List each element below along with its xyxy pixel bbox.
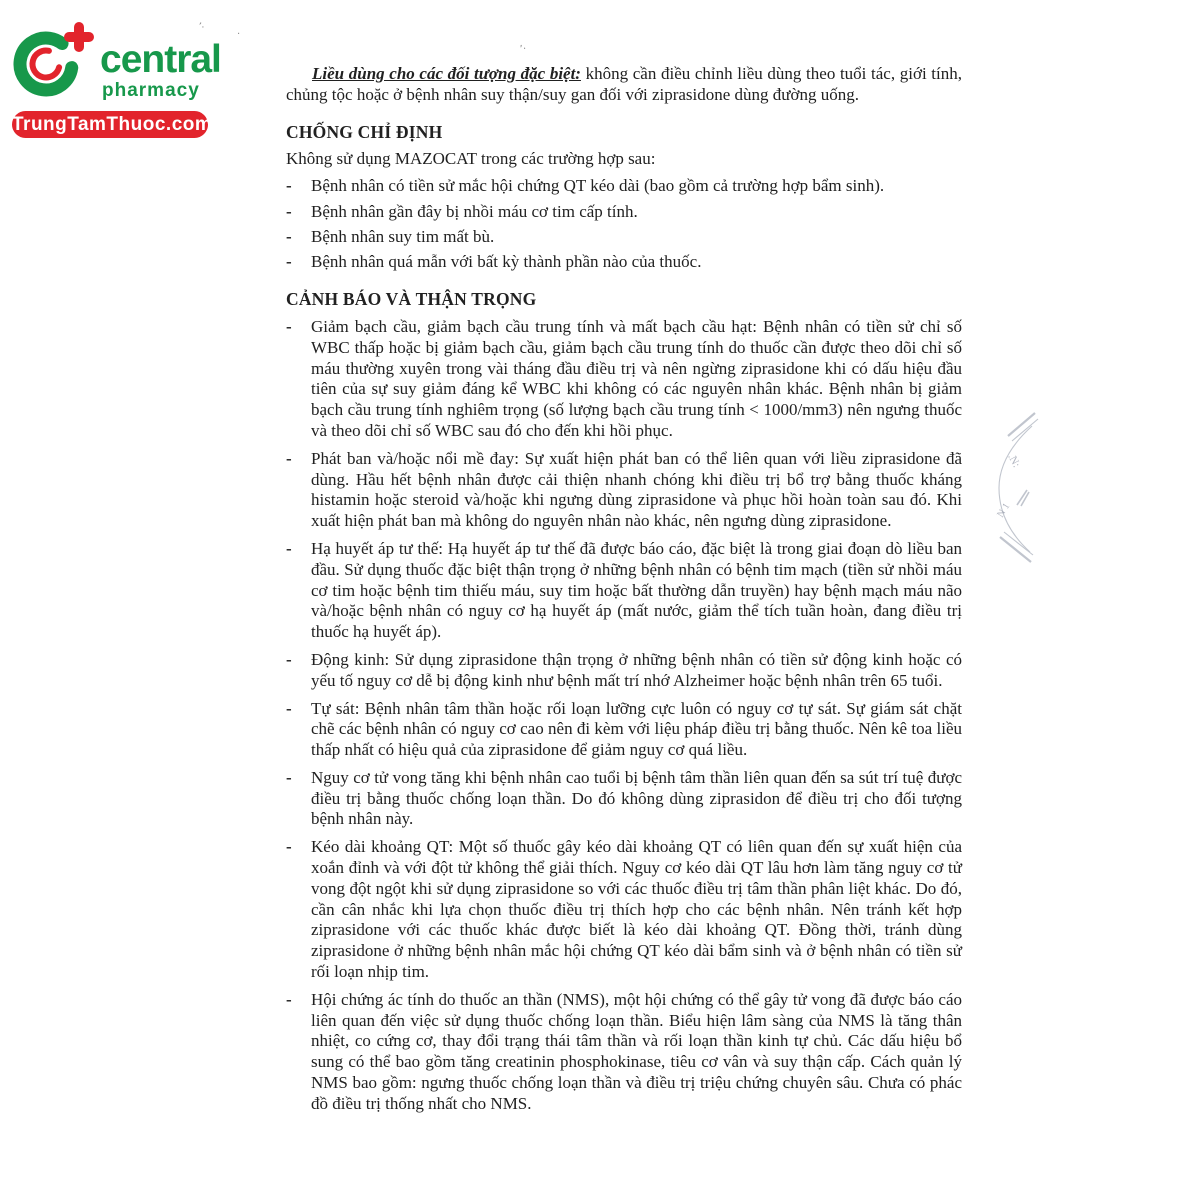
warning-item: - Nguy cơ tử vong tăng khi bệnh nhân cao tuổi bị bệnh tâm thần liên quan đến sa sút trí tuệ được điều trị bằng thuốc chống loạn thần. Do đó không dùng ziprasidon để điều trị cho đối tượng bệnh nhân này. xyxy=(286,767,962,829)
warnings-heading: CẢNH BÁO VÀ THẬN TRỌNG xyxy=(286,289,537,310)
contraindication-item: - Bệnh nhân có tiền sử mắc hội chứng QT kéo dài (bao gồm cả trường hợp bẩm sinh). xyxy=(286,176,885,196)
warning-item: - Hội chứng ác tính do thuốc an thần (NMS), một hội chứng có thể gây tử vong đã được báo cáo liên quan đến việc sử dụng thuốc chống loạn thần. Biểu hiện lâm sàng của NMS là tăng thân nhiệt, co cứng cơ, thay đổi trạng thái tâm thần và rối loạn thần kinh tự chủ. Các dấu hiệu bổ sung có thể bao gồm tăng creatinin phosphokinase, tiêu cơ vân và suy thận cấp. Cách quản lý NMS bao gồm: ngưng thuốc chống loạn thần và điều trị triệu chứng chuyên sâu. Chưa có phác đồ điều trị thống nhất cho NMS. xyxy=(286,989,962,1113)
stamp-text-fragment: .N: xyxy=(1005,451,1023,470)
warning-item: - Tự sát: Bệnh nhân tâm thần hoặc rối loạn lưỡng cực luôn có nguy cơ tự sát. Sự giám sát chặt chẽ các bệnh nhân có nguy cơ cao nên đi kèm với liệu pháp điều trị bằng thuốc. Nên kê toa liều thấp nhất có hiệu quả của ziprasidone để giảm nguy cơ quá liều. xyxy=(286,698,962,760)
bullet-dash: - xyxy=(286,989,292,1009)
bullet-dash: - xyxy=(286,176,292,196)
special-population-dosing-paragraph xyxy=(286,64,962,106)
warnings-list xyxy=(286,317,962,1115)
bullet-dash: - xyxy=(286,767,292,787)
scan-speck: ’· xyxy=(196,21,206,34)
website-badge: TrungTamThuoc.com xyxy=(12,111,208,138)
bullet-dash: - xyxy=(286,698,292,718)
warning-item: - Động kinh: Sử dụng ziprasidone thận trọng ở những bệnh nhân có tiền sử động kinh hoặc có yếu tố nguy cơ dễ bị động kinh như bệnh mất trí nhớ Alzheimer hoặc bệnh nhân trên 65 tuổi. xyxy=(286,649,962,690)
bullet-dash: - xyxy=(286,538,292,558)
logo-brand-text: central xyxy=(100,38,221,81)
logo-tagline-text: pharmacy xyxy=(102,80,200,101)
contraindications-list xyxy=(286,176,962,273)
warning-item: - Phát ban và/hoặc nổi mề đay: Sự xuất hiện phát ban có thể liên quan với liều ziprasidone đã dùng. Hầu hết bệnh nhân được cải thiện nhanh chóng khi điều trị bổ trợ bằng thuốc kháng histamin hoặc steroid và/hoặc khi ngưng dùng ziprasidone và phục hồi hoàn toàn sau đó. Khi xuất hiện phát ban mà không do nguyên nhân nào khác, nên ngưng dùng ziprasidone. xyxy=(286,448,962,531)
plus-icon xyxy=(64,22,94,52)
bullet-dash: - xyxy=(286,837,292,857)
contraindications-intro: Không sử dụng MAZOCAT trong các trường hợp sau: xyxy=(286,149,656,169)
document-content xyxy=(286,64,962,1122)
bullet-dash: - xyxy=(286,448,292,468)
warning-item: - Hạ huyết áp tư thế: Hạ huyết áp tư thế đã được báo cáo, đặc biệt là trong giai đoạn dò liều ban đầu. Sử dụng thuốc đặc biệt thận trọng ở những bệnh nhân có bệnh tim mạch (tiền sử nhồi máu cơ tim hoặc bệnh tim thiếu máu, suy tim hoặc bất thường dẫn truyền) hay bệnh mạch máu não và/hoặc bệnh nhân có nguy cơ hạ huyết áp (mất nước, giảm thể tích tuần hoàn, đang điều trị thuốc hạ huyết áp). xyxy=(286,538,962,642)
contraindication-item: - Bệnh nhân quá mẫn với bất kỳ thành phần nào của thuốc. xyxy=(286,252,702,272)
special-population-dosing-text: không cần điều chỉnh liều dùng theo tuổi tác, giới tính, chủng tộc hoặc ở bệnh nhân suy thận/suy gan đối với ziprasidone dùng đường uống. xyxy=(286,64,963,104)
warning-item: - Giảm bạch cầu, giảm bạch cầu trung tính và mất bạch cầu hạt: Bệnh nhân có tiền sử chỉ số WBC thấp hoặc bị giảm bạch cầu, giảm bạch cầu trung tính do thuốc cần được theo dõi chỉ số máu thường xuyên trong vài tháng đầu điều trị và nên ngừng ziprasidone khi có dấu hiệu đầu tiên của sự suy giảm đáng kể WBC khi không có các nguyên nhân khác. Bệnh nhân bị giảm bạch cầu trung tính nghiêm trọng (số lượng bạch cầu trung tính < 1000/mm3) nên ngưng thuốc và theo dõi chỉ số WBC sau đó cho đến khi hồi phục. xyxy=(286,316,962,440)
bullet-dash: - xyxy=(286,226,292,246)
pharmacy-logo xyxy=(12,16,221,138)
partial-seal-stamp-icon xyxy=(978,406,1050,571)
contraindication-item: - Bệnh nhân suy tim mất bù. xyxy=(286,226,495,246)
bullet-dash: - xyxy=(286,649,292,669)
central-pharmacy-logo-icon xyxy=(12,16,96,102)
warning-item: - Kéo dài khoảng QT: Một số thuốc gây kéo dài khoảng QT có liên quan đến sự xuất hiện của xoắn đỉnh và với đột tử không thể giải thích. Nguy cơ kéo dài QT lâu hơn làm tăng nguy cơ tử vong đột ngột khi sử dụng ziprasidone so với các thuốc điều trị tâm thần phân liệt khác. Do đó, cần cân nhắc khi lựa chọn thuốc điều trị thích hợp cho các bệnh nhân. Nên tránh kết hợp ziprasidone với các thuốc khác được biết là kéo dài khoảng QT. Đồng thời, tránh dùng ziprasidone ở những bệnh nhân mắc hội chứng QT kéo dài bẩm sinh và ở bệnh nhân có tiền sử rối loạn nhịp tim. xyxy=(286,837,962,982)
contraindications-heading: CHỐNG CHỈ ĐỊNH xyxy=(286,121,443,142)
scan-speck: · xyxy=(237,29,241,40)
special-population-dosing-lead: Liều dùng cho các đối tượng đặc biệt: xyxy=(312,64,581,83)
contraindication-item: - Bệnh nhân gần đây bị nhồi máu cơ tim cấp tính. xyxy=(286,201,638,221)
bullet-dash: - xyxy=(286,316,292,336)
bullet-dash: - xyxy=(286,201,292,221)
scan-speck: ʼ· xyxy=(519,43,528,56)
stamp-text-fragment: N 1 xyxy=(995,501,1013,520)
bullet-dash: - xyxy=(286,252,292,272)
